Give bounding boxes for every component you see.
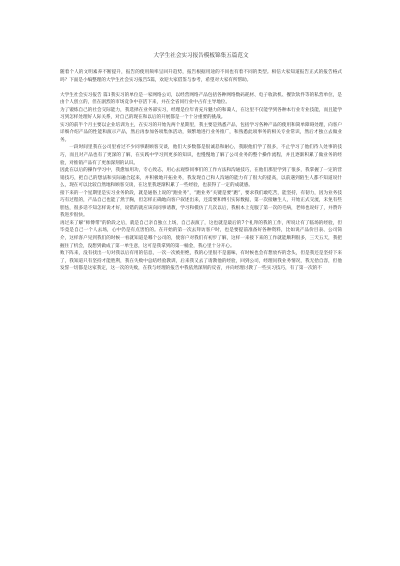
intro-paragraph: 随着个人的文明素养不断提升，报告的使用频率呈回升趋势，报告根据用途的不同也有着不同的类型。相信大家知道报告正式的报告格式吗？下面是小编整理的大学生社会实习报告5篇，欢迎大家借鉴与参考，希望对大家有所帮助。 <box>60 70 342 83</box>
body-paragraph: 实习的前半个月主要以企业培训为主，在实习的开始先两个星期里，我主要是熟悉产品，包括学习各种产品的使用和简单障碍处理，向客户详细介绍产品的性能和演示产品，然后再参加各项集体活动，频繁地进行业务推广，和熟悉此项事务的相关专业常识，然后才独立去做业务。 <box>60 122 342 143</box>
body-paragraph: 接下来的一个星期里是实习业务阶段，就是通俗上说的“跑业务”，“跑业务”关键是要“跑”，要求我们敢吃苦，能坚持，有韧力，因为业务技巧有过程的，产品自己也能了然于胸，但怎样正确地向客户叙述出来，还需要和博引实际数据，第一次接触生人，开始正式交流，未免有些胆怯，很多话不知怎样说才好，说错的就应该向同事请教，学习和模仿了几次以后，我根本上克服了第一次的毛病，老师也说好了，并赞许我进步很快。 <box>60 190 342 219</box>
body-paragraph: 败下阵来，没有找出一句对我以后有用的信息，一次一次被拒绝，我的心里很不是滋味，有时候也会有想放弃的念头，但是我还是坚持下来了，我知道只有坚持才能胜利，我在失败中总结经验教训，后来我又去了请教他的经验，回到公司，经理问我业务情况，我无拾自容，但他发誓一切都是这家我定，这一次的失败，在我与经理的报告中我依然深刻的反省，并向经理讨教了一些实习技巧，有了第一次的不 <box>60 251 342 272</box>
body-paragraph: 一段时间里我在公司里看过不少同事跟顾客交谈，他们大多数都是很诚恳和耐心，我跟他们学了很多，不止学习了他们待人处事的技巧，而且对产品也有了更深的了解，在实践中学习到更多的知识，也慢慢地了解了公司业务的整个操作流程，并且逐渐积累了做业务的经验，对推销产品有了更加深刻的认识。 <box>60 145 342 166</box>
document-page <box>60 52 342 548</box>
body-paragraph: 因此在以后的操作学习中，我愈加用功，专心致志，用心去观察同事们的工作方法和沟通技巧，在他们那里学到了很多，我掌握了一定的营销技巧，把自己的想法和实际融合起来，并积极地开拓业务，我发现自己和人沟通的能力有了很大的提高，以前遇到陌生人都不知道说什么，现在可以比较自然地和顾客交谈，在这里我逐渐积累了一些经验，也获得了一定的成就感。 <box>60 168 342 189</box>
body-paragraph: 大学生社会实习报告 篇1我实习的单位是一家网络公司，以经营网络产品包括各种网络数码耗材、电子收款机、餐饮软件等的私营单位，是由个人创立的，但在剧烈的市场竞争中存活下来，并在全省同行业中占有主导地位。 <box>60 92 342 106</box>
body-paragraph: 再过来了解“师傅带”的阶段之后，就是自己亲自独立上场，自己表演了，这也就是最后的7个礼拜的我的工作，所说让有了临场的经验，但毕竟是自己一个人去场，心中仍是有点害怕的。在开始的第一次去拜访客户时，也是要提前准备好各种资料，比如说产品价目表、公司简介，这样客户见到我们的时候一看就知道是哪个公司的，使客户对我们有初步了解，这样一来接下来的工作就能顺利很多，三天五天，我把握住了机会，没想到做成了第一单生意，这可是我拿到的第一桶金，我心里十分开心。 <box>60 220 342 249</box>
body-paragraph: 为了锻炼自己的社会交际能力，我选择在业务部实习，经理是位年青充斥魅力的和蔼人，在这里不仅能学到各种本行业专业技能，而且能学习到怎样处理好人际关系，对自己的现在和以后的开展都是一个十分重要的挑战。 <box>60 107 342 121</box>
document-title: 大学生社会实习报告模板锦集五篇范文 <box>153 53 249 59</box>
paragraph-gap <box>60 84 342 92</box>
